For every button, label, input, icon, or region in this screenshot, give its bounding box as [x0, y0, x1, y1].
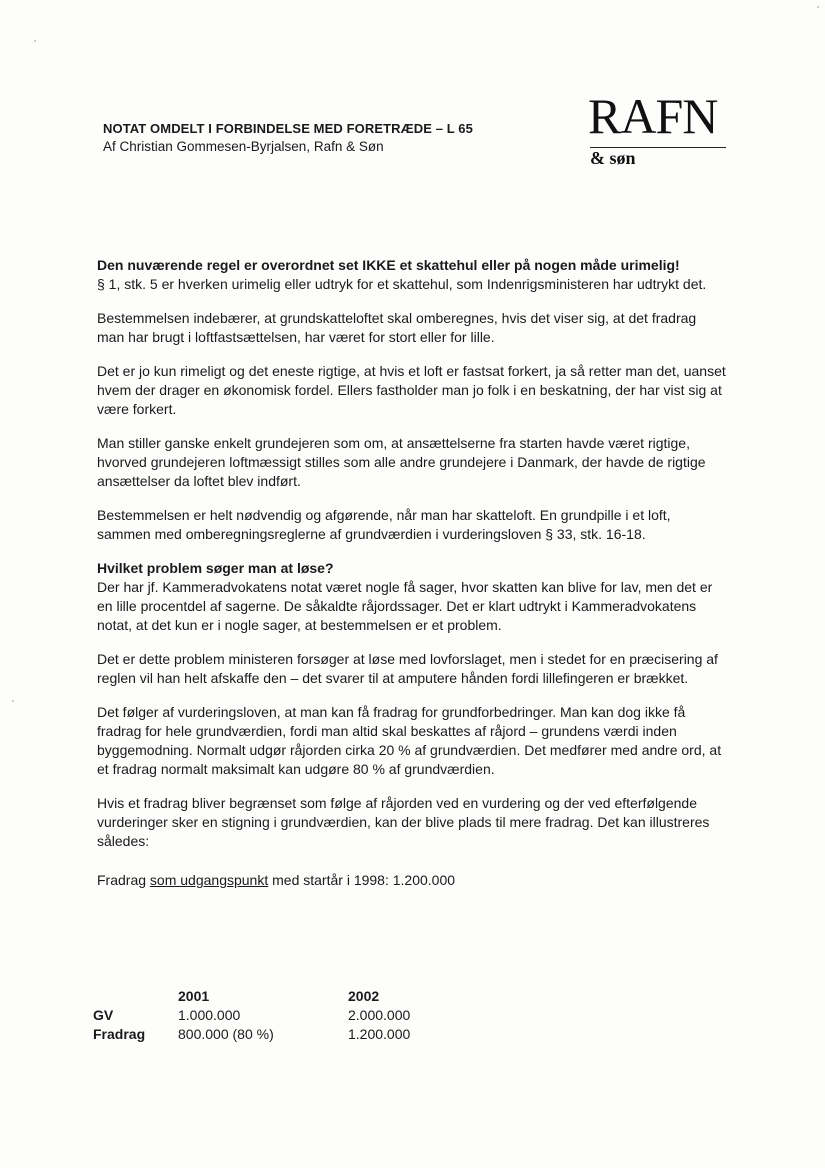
document-body [97, 256, 727, 905]
paragraph: Det er dette problem ministeren forsøger at løse med lovforslaget, men i stedet for en præcisering af reglen vil han helt afskaffe den – det svarer til at amputere hånden fordi lillefingeren er brækket. [97, 651, 718, 686]
scan-speck [12, 700, 14, 702]
paragraph: Det er jo kun rimeligt og det eneste rigtige, at hvis et loft er fastsat forkert, ja så retter man det, uanset hvem der drager en økonomisk fordel. Ellers fastholder man jo folk i en beskatning, der har vist sig at være forkert. [97, 363, 726, 417]
example-underlined: som udgangspunkt [149, 872, 269, 888]
paragraph: Det følger af vurderingsloven, at man kan få fradrag for grundforbedringer. Man kan dog ikke få fradrag for hele grundværdien, fordi man altid skal beskattes af råjord – grundens værdi inden byggemodning. Normalt udgør råjorden cirka 20 % af grundværdien. Det medfører med andre ord, at et fradrag normalt maksimalt kan udgøre 80 % af grundværdien. [97, 704, 722, 777]
example-line [97, 871, 727, 890]
table-cell: 2.000.000 [348, 1007, 411, 1023]
paragraph: Bestemmelsen indebærer, at grundskatteloftet skal omberegnes, hvis det viser sig, at det fradrag man har brugt i loftfastsættelsen, har været for stort eller for lille. [97, 310, 697, 345]
table-row-label: Fradrag [93, 1026, 146, 1042]
table-cell: 800.000 (80 %) [178, 1026, 274, 1042]
paragraph-text: § 1, stk. 5 er hverken urimelig eller udtryk for et skattehul, som Indenrigsministeren har udtrykt det. [97, 276, 707, 292]
company-logo [588, 88, 728, 172]
document-author: Af Christian Gommesen-Byrjalsen, Rafn & Søn [103, 139, 384, 154]
example-prefix: Fradrag [97, 872, 150, 888]
table-cell: 1.000.000 [178, 1007, 241, 1023]
paragraph: Hvis et fradrag bliver begrænset som følge af råjorden ved en vurdering og der ved efterfølgende vurderinger sker en stigning i grundværdien, kan der blive plads til mere fradrag. Det kan illustreres således: [97, 795, 710, 849]
paragraph-text: Der har jf. Kammeradvokatens notat været nogle få sager, hvor skatten kan blive for lav, men det er en lille procentdel af sagerne. De såkaldte råjordssager. Det er klart udtrykt i Kammeradvokatens notat, at det kun er i nogle sager, at bestemmelsen er et problem. [97, 579, 713, 633]
scan-speck [34, 40, 36, 42]
example-suffix: med startår i 1998: 1.200.000 [268, 872, 456, 888]
logo-sub-text: & søn [590, 148, 636, 168]
table-header-cell: 2001 [178, 988, 210, 1004]
table-header-cell: 2002 [348, 988, 380, 1004]
table-row-label: GV [93, 1007, 114, 1023]
paragraph-problem [97, 559, 727, 635]
lead-heading: Den nuværende regel er overordnet set IKKE et skattehul eller på nogen måde urimelig! [97, 257, 680, 273]
paragraph: Bestemmelsen er helt nødvendig og afgørende, når man har skatteloft. En grundpille i et loft, sammen med omberegningsreglerne af grundværdien i vurderingsloven § 33, stk. 16-18. [97, 507, 671, 542]
table-cell: 1.200.000 [348, 1026, 411, 1042]
paragraph-intro [97, 256, 727, 294]
paragraph: Man stiller ganske enkelt grundejeren som om, at ansættelserne fra starten havde været rigtige, hvorved grundejeren loftmæssigt stilles som alle andre grundejere i Danmark, der havde de rigtige ansættelser da loftet blev indført. [97, 435, 706, 489]
logo-main-text: RAFN [588, 88, 718, 144]
section-heading: Hvilket problem søger man at løse? [97, 560, 334, 576]
scan-speck [817, 6, 819, 8]
document-title: NOTAT OMDELT I FORBINDELSE MED FORETRÆDE – L 65 [103, 121, 473, 136]
